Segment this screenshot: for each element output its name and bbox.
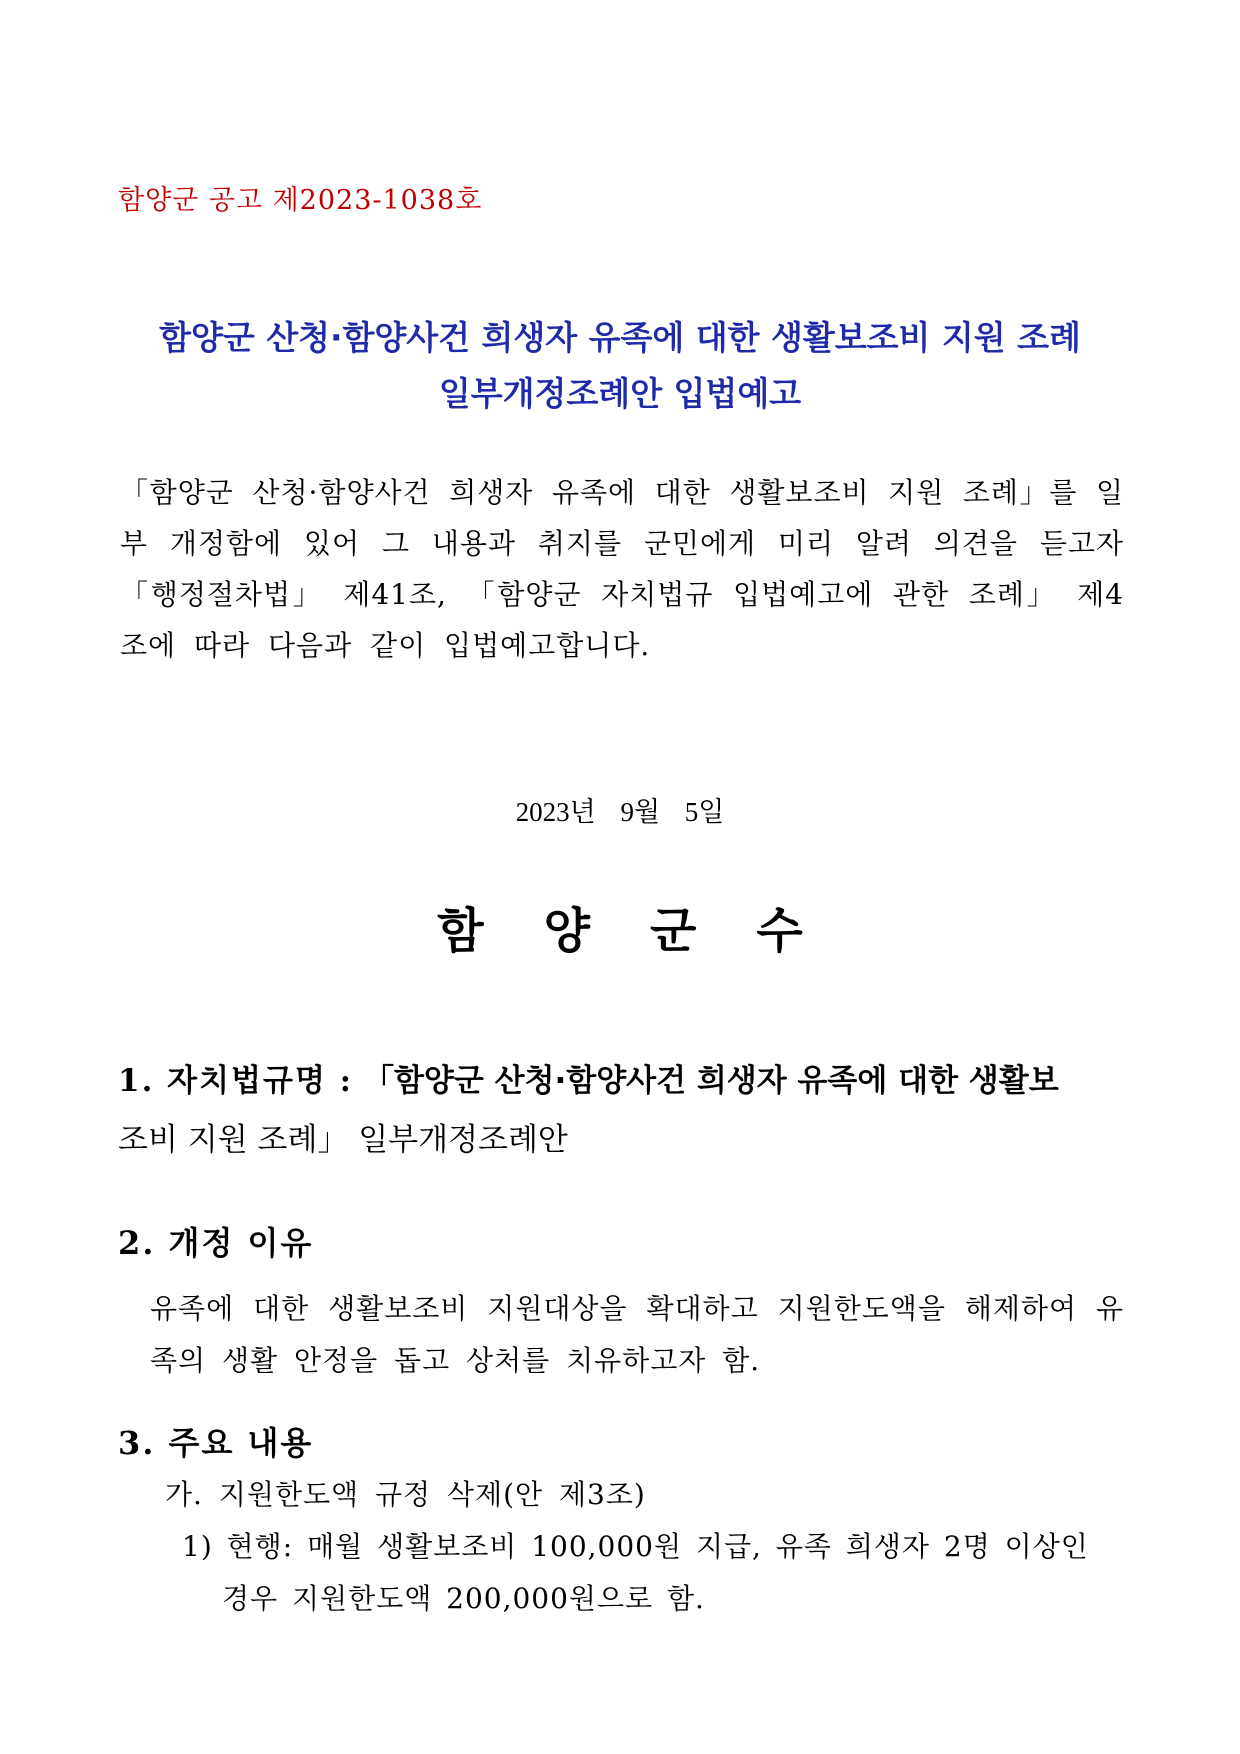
section-1-value-part2: 조비 지원 조례」 일부개정조례안 bbox=[118, 1122, 568, 1158]
signer-name: 함양군수 bbox=[437, 903, 863, 959]
section-1 bbox=[118, 1052, 1124, 1170]
notice-date: 2023년 9월 5일 bbox=[515, 797, 725, 827]
section-2-body: 유족에 대한 생활보조비 지원대상을 확대하고 지원한도액을 해제하여 유족의 생활 안정을 돕고 상처를 치유하고자 함. bbox=[150, 1292, 1124, 1377]
section-3-item-a-1-line1: 1) 현행: 매월 생활보조비 100,000원 지급, 유족 희생자 2명 이상인 bbox=[182, 1530, 1089, 1563]
section-3-heading: 3. 주요 내용 bbox=[118, 1424, 314, 1462]
document-title bbox=[100, 310, 1140, 422]
section-3-item-a-1-line2: 경우 지원한도액 200,000원으로 함. bbox=[222, 1582, 705, 1615]
section-3-item-a: 가. 지원한도액 규정 삭제(안 제3조) bbox=[165, 1478, 646, 1511]
title-line-1: 함양군 산청·함양사건 희생자 유족에 대한 생활보조비 지원 조례 bbox=[159, 318, 1081, 357]
notice-number: 함양군 공고 제2023-1038호 bbox=[118, 185, 483, 216]
title-line-2: 일부개정조례안 입법예고 bbox=[438, 374, 802, 413]
section-2-heading: 2. 개정 이유 bbox=[118, 1224, 314, 1262]
section-3-item-a-1 bbox=[182, 1521, 1124, 1625]
section-1-value-part1: 「함양군 산청·함양사건 희생자 유족에 대한 생활보 bbox=[362, 1063, 1059, 1099]
section-1-label: 1. 자치법규명 : bbox=[118, 1063, 354, 1099]
intro-paragraph: 「함양군 산청·함양사건 희생자 유족에 대한 생활보조비 지원 조례」를 일부 개정함에 있어 그 내용과 취지를 군민에게 미리 알려 의견을 듣고자 「행정절차법」 제41조, 「함양군 자치법규 입법예고에 관한 조례」 제4조에 따라 다음과 같이 입법예고합니다. bbox=[120, 476, 1124, 662]
